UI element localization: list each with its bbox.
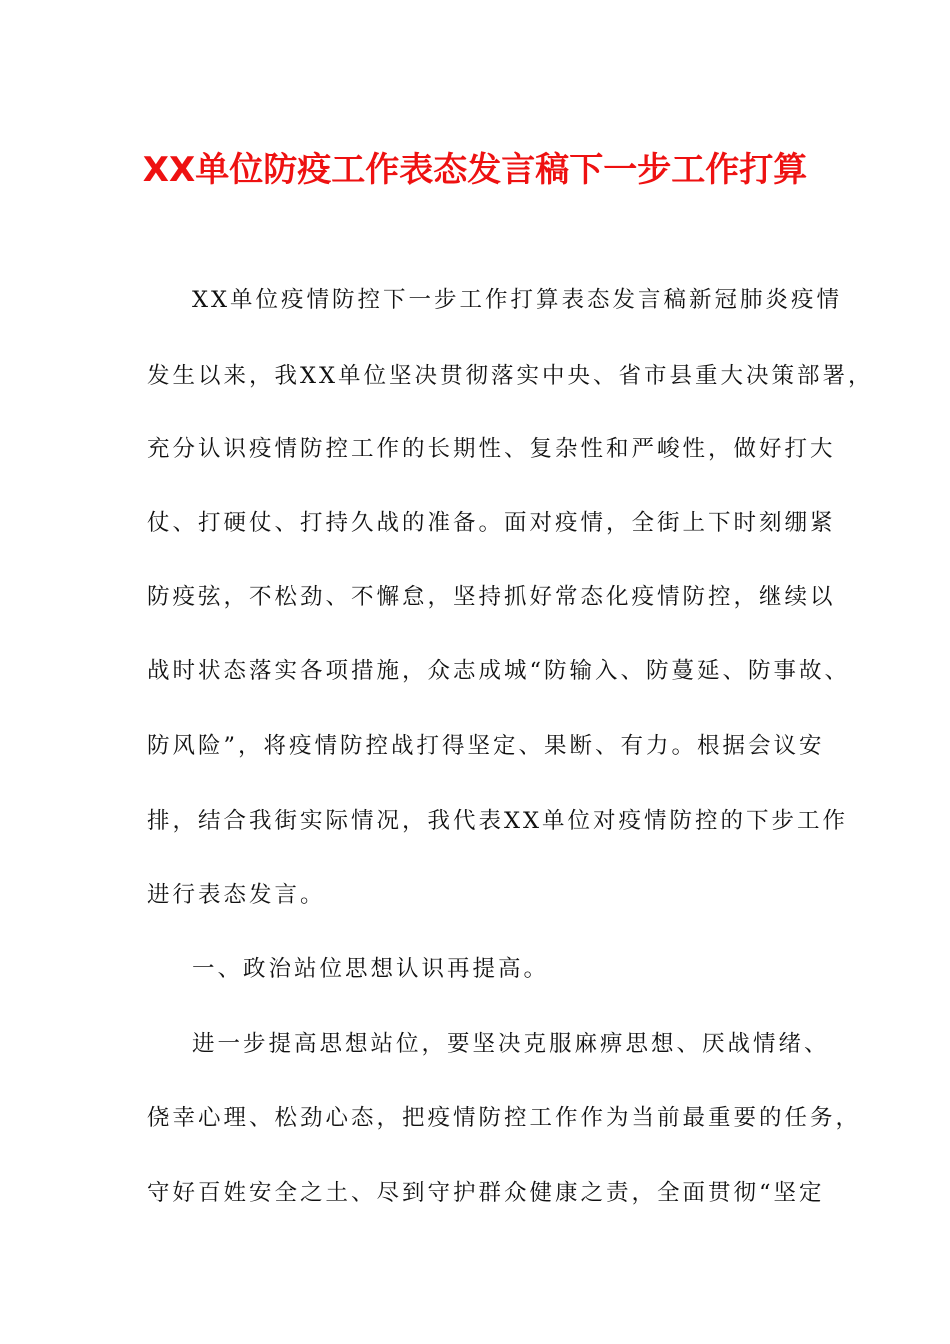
body-line: 排，结合我街实际情况，我代表XX单位对疫情防控的下步工作 xyxy=(147,808,849,834)
body-line: XX单位疫情防控下一步工作打算表态发言稿新冠肺炎疫情 xyxy=(192,287,843,313)
body-line: 战时状态落实各项措施，众志成城“防输入、防蔓延、防事故、 xyxy=(147,658,851,684)
body-line: 防疫弦，不松劲、不懈怠，坚持抓好常态化疫情防控，继续以 xyxy=(147,584,836,610)
body-line: 守好百姓安全之土、尽到守护群众健康之责，全面贯彻“坚定 xyxy=(147,1180,825,1206)
section-heading: 一、政治站位思想认识再提高。 xyxy=(192,956,550,982)
document-title: XX单位防疫工作表态发言稿下一步工作打算 xyxy=(142,150,808,190)
body-line: 侥幸心理、松劲心态，把疫情防控工作作为当前最重要的任务， xyxy=(147,1105,862,1131)
body-line: 进一步提高思想站位，要坚决克服麻痹思想、厌战情绪、 xyxy=(192,1031,830,1057)
body-line: 防风险”，将疫情防控战打得坚定、果断、有力。根据会议安 xyxy=(147,733,825,759)
body-line: 仗、打硬仗、打持久战的准备。面对疫情，全街上下时刻绷紧 xyxy=(147,510,836,536)
body-line: 充分认识疫情防控工作的长期性、复杂性和严峻性，做好打大 xyxy=(147,436,836,462)
body-line: 发生以来，我XX单位坚决贯彻落实中央、省市县重大决策部署， xyxy=(147,363,874,389)
body-line: 进行表态发言。 xyxy=(147,882,326,908)
